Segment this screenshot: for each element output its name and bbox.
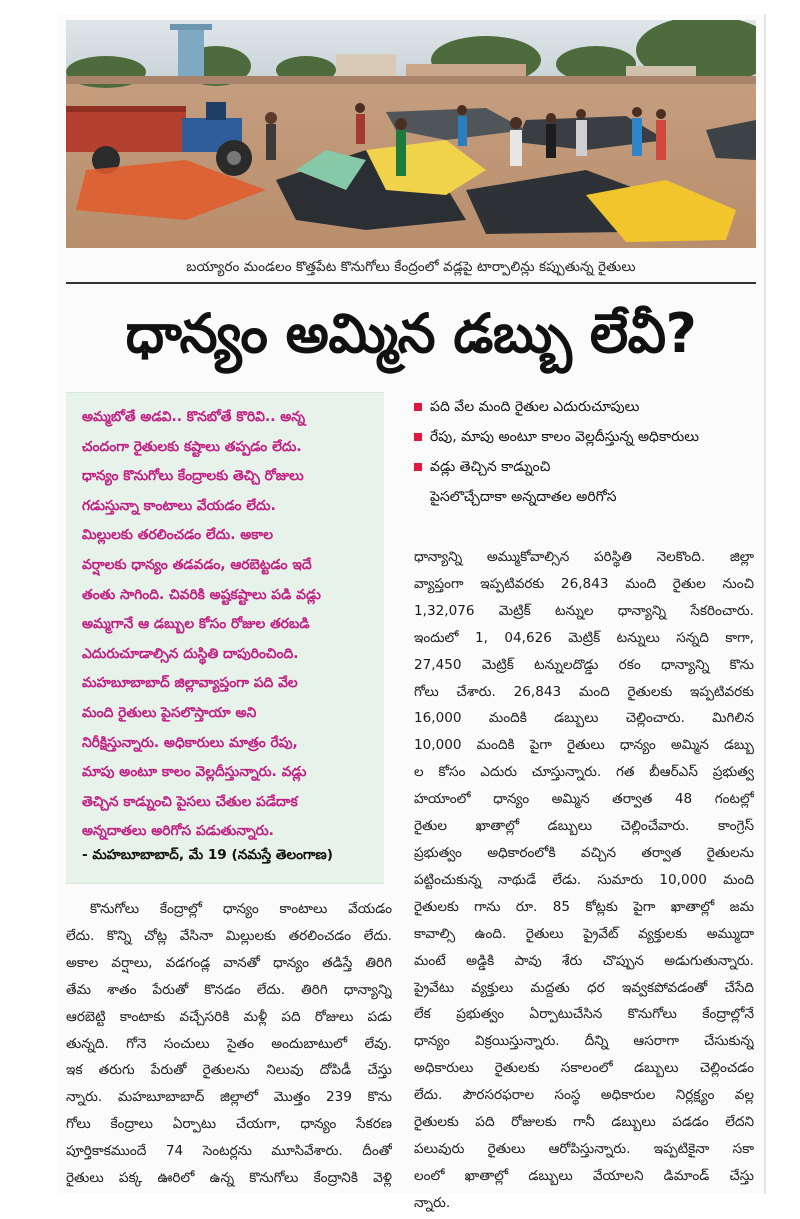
article-line: 1,32,076 మెట్రిక్ టన్నుల ధాన్యాన్ని సేకరించారు. xyxy=(414,602,754,619)
photo-caption: బయ్యారం మండలం కొత్తపేట కొనుగోలు కేంద్రంలో వడ్లపై టార్పాలిన్లు కప్పుతున్న రైతులు xyxy=(66,252,756,284)
article-line: ధాన్యాన్ని అమ్ముకోవాల్సిన పరిస్థితి నెలకొంది. జిల్లా xyxy=(414,549,754,565)
article-line: లంలో ఖాతాల్లో డబ్బులు వేయాలని డిమాండ్ చేస్తు xyxy=(414,1167,754,1184)
headline: ధాన్యం అమ్మిన డబ్బు లేవీ? xyxy=(125,302,697,365)
article-line: అధికారులు రైతులకు సకాలంలో డబ్బులు చెల్లించడం xyxy=(414,1060,754,1077)
article-line: తేమ శాతం పేరుతో కొనడం లేదు. తిరిగి ధాన్యాన్ని xyxy=(66,981,392,998)
article-line: మంటే అడ్డికి పావు శేరు చొప్పున అడుగుతున్నారు. xyxy=(414,952,754,969)
article-line: ఇక తరుగు పేరుతో రైతులను నిలువు దోపిడీ చేస్తు xyxy=(66,1062,392,1079)
article-line: పలువురు రైతులు ఆరోపిస్తున్నారు. ఇప్పటికైనా సకా xyxy=(414,1140,754,1157)
dateline: - మహబూబాబాద్, మే 19 (నమస్తే తెలంగాణ) xyxy=(82,847,333,863)
article-line: ప్రభుత్వం అధికారంలోకి వచ్చిన తర్వాత రైతులను xyxy=(414,844,754,861)
farmers-covering-grain-photo xyxy=(66,20,756,248)
article-line: ప్రైవేటు వ్యక్తులు మద్దతు ధర ఇవ్వకపోవడంతో చేసేది xyxy=(414,979,754,996)
article-line: తున్నది. గోనె సంచులు సైతం అందుబాటులో లేవు. xyxy=(66,1035,392,1052)
article-line: లేదు. కొన్ని చోట్ల వేసినా మిల్లులకు తరలించడం లేదు. xyxy=(66,927,392,944)
article-line: రైతులు పక్క ఊరిలో ఉన్న కొనుగోలు కేంద్రానికి వెళ్లి xyxy=(66,1170,392,1187)
lead-line: మహబూబాబాద్ జిల్లావ్యాప్తంగా పది వేల xyxy=(82,675,298,692)
article-line: న్నారు. xyxy=(414,1194,451,1211)
bullet-item xyxy=(414,392,754,422)
article-line: కొనుగోలు కేంద్రాల్లో ధాన్యం కాంటాలు వేయడం xyxy=(90,901,392,917)
article-line: పట్టించుకున్న నాథుడే లేడు. సుమారు 10,000 మంది xyxy=(414,871,754,888)
bullet-text: పైసలొచ్చేదాకా అన్నదాతల అరిగోస xyxy=(430,489,617,505)
lead-line: తంతు సాగింది. చివరికి అష్టకష్టాలు పడి వడ్లు xyxy=(82,586,321,603)
article-line: లేదు. పౌరసరఫరాల సంస్థ అధికారుల నిర్లక్ష్యం వల్ల xyxy=(414,1087,754,1104)
highlight-bullets xyxy=(414,392,754,512)
article-line: 16,000 మందికి డబ్బులు చెల్లించారు. మిగిలిన xyxy=(414,710,754,727)
article-column-left xyxy=(66,896,392,1192)
bullet-square-icon xyxy=(414,433,422,441)
lead-line: ఎదురుచూడాల్సిన దుస్థితి దాపురించింది. xyxy=(82,645,299,662)
article-line: ధాన్యం విక్రయిస్తున్నారు. దీన్ని ఆసరాగా చేసుకున్న xyxy=(414,1033,754,1050)
lead-line: వర్షాలకు ధాన్యం తడవడం, ఆరబెట్టడం ఇదే xyxy=(82,556,312,573)
article-line: పూర్తికాకముందే 74 సెంటర్లను మూసివేశారు. దీంతో xyxy=(66,1143,392,1160)
article-line: 27,450 మెట్రిక్ టన్నులదొడ్డు రకం ధాన్యాన్ని కొను xyxy=(414,656,754,673)
bullet-text: వడ్లు తెచ్చిన కాడ్నుంచి xyxy=(430,459,551,475)
lead-line: మంది రైతులు పైసలొస్తాయా అని xyxy=(82,704,257,721)
article-line: ల కోసం ఎదురు చూస్తున్నారు. గత బీఆర్ఎస్ ప్రభుత్వ xyxy=(414,764,754,781)
article-line: వ్యాప్తంగా ఇప్పటివరకు 26,843 మంది రైతుల నుంచి xyxy=(414,575,754,592)
lead-line: నిరీక్షిస్తున్నారు. అధికారులు మాత్రం రేపు, xyxy=(82,734,298,751)
article-line: అకాల వర్షాలు, వడగండ్ల వానతో ధాన్యం తడిస్తే తిరిగి xyxy=(66,954,392,971)
lead-text xyxy=(82,403,376,847)
bullet-text: రేపు, మాపు అంటూ కాలం వెల్లదీస్తున్న అధికారులు xyxy=(430,429,699,445)
lead-line: అమ్మబోతే అడవి.. కొనబోతే కొరివి.. అన్న xyxy=(82,409,306,425)
article-line: రైతులకు గాను రూ. 85 కోట్లకు పైగా ఖాతాల్లో జమ xyxy=(414,898,754,915)
article-line: గోలు చేశారు. 26,843 మంది రైతులకు ఇప్పటివరకు xyxy=(414,683,754,700)
newspaper-page xyxy=(58,14,766,1211)
bullet-item xyxy=(414,422,754,452)
article-line: రైతులకు పది రోజులకు గానీ డబ్బులు పడడం లేదని xyxy=(414,1114,754,1131)
lead-line: గడుస్తున్నా కాంటాలు వేయడం లేదు. xyxy=(82,497,276,514)
lead-line: అమ్మగానే ఆ డబ్బుల కోసం రోజుల తరబడి xyxy=(82,616,310,633)
article-line: గోలు కేంద్రాలు ఏర్పాటు చేయగా, ధాన్యం సేకరణ xyxy=(66,1116,392,1133)
lead-line: చందంగా రైతులకు కష్టాలు తప్పడం లేదు. xyxy=(82,438,302,455)
lead-line: తెచ్చిన కాడ్నుంచి పైసలు చేతుల పడేదాక xyxy=(82,793,298,810)
bullet-item xyxy=(414,452,754,512)
lead-line: అన్నదాతలు అరిగోస పడుతున్నారు. xyxy=(82,823,274,840)
article-line: రైతుల ఖాతాల్లో డబ్బులు చెల్లించేవారు. కాంగ్రెస్ xyxy=(414,818,754,835)
bullet-text: పది వేల మంది రైతుల ఎదురుచూపులు xyxy=(430,399,640,415)
article-line: హయాంలో ధాన్యం అమ్మిన తర్వాత 48 గంటల్లో xyxy=(414,791,754,808)
lead-line: ధాన్యం కొనుగోలు కేంద్రాలకు తెచ్చి రోజులు xyxy=(82,468,304,485)
article-line: ఇందులో 1, 04,626 మెట్రిక్ టన్నులు సన్నది కాగా, xyxy=(414,629,754,646)
lead-line: మాపు అంటూ కాలం వెల్లదీస్తున్నారు. వడ్లు xyxy=(82,764,307,781)
bullet-square-icon xyxy=(414,463,422,471)
article-line: ఆరబెట్టి కాంటాకు వచ్చేసరికి మళ్లీ పది రోజులు పడు xyxy=(66,1008,392,1025)
article-line: 10,000 మందికి పైగా రైతులు ధాన్యం అమ్మిన డబ్బు xyxy=(414,737,754,754)
article-column-right xyxy=(414,544,754,1217)
news-photo xyxy=(66,20,756,248)
article-line: లేక ప్రభుత్వం ఏర్పాటుచేసిన కొనుగోలు కేంద్రాల్లోనే xyxy=(414,1006,754,1023)
article-line: కావాల్సి ఉంది. రైతులు ప్రైవేట్ వ్యక్తులకు అమ్ముదా xyxy=(414,925,754,942)
bullet-square-icon xyxy=(414,403,422,411)
lead-box xyxy=(66,392,384,884)
lead-line: మిల్లులకు తరలించడం లేదు. అకాల xyxy=(82,527,274,544)
article-line: న్నారు. మహబూబాబాద్ జిల్లాలో మొత్తం 239 కొను xyxy=(66,1089,392,1106)
